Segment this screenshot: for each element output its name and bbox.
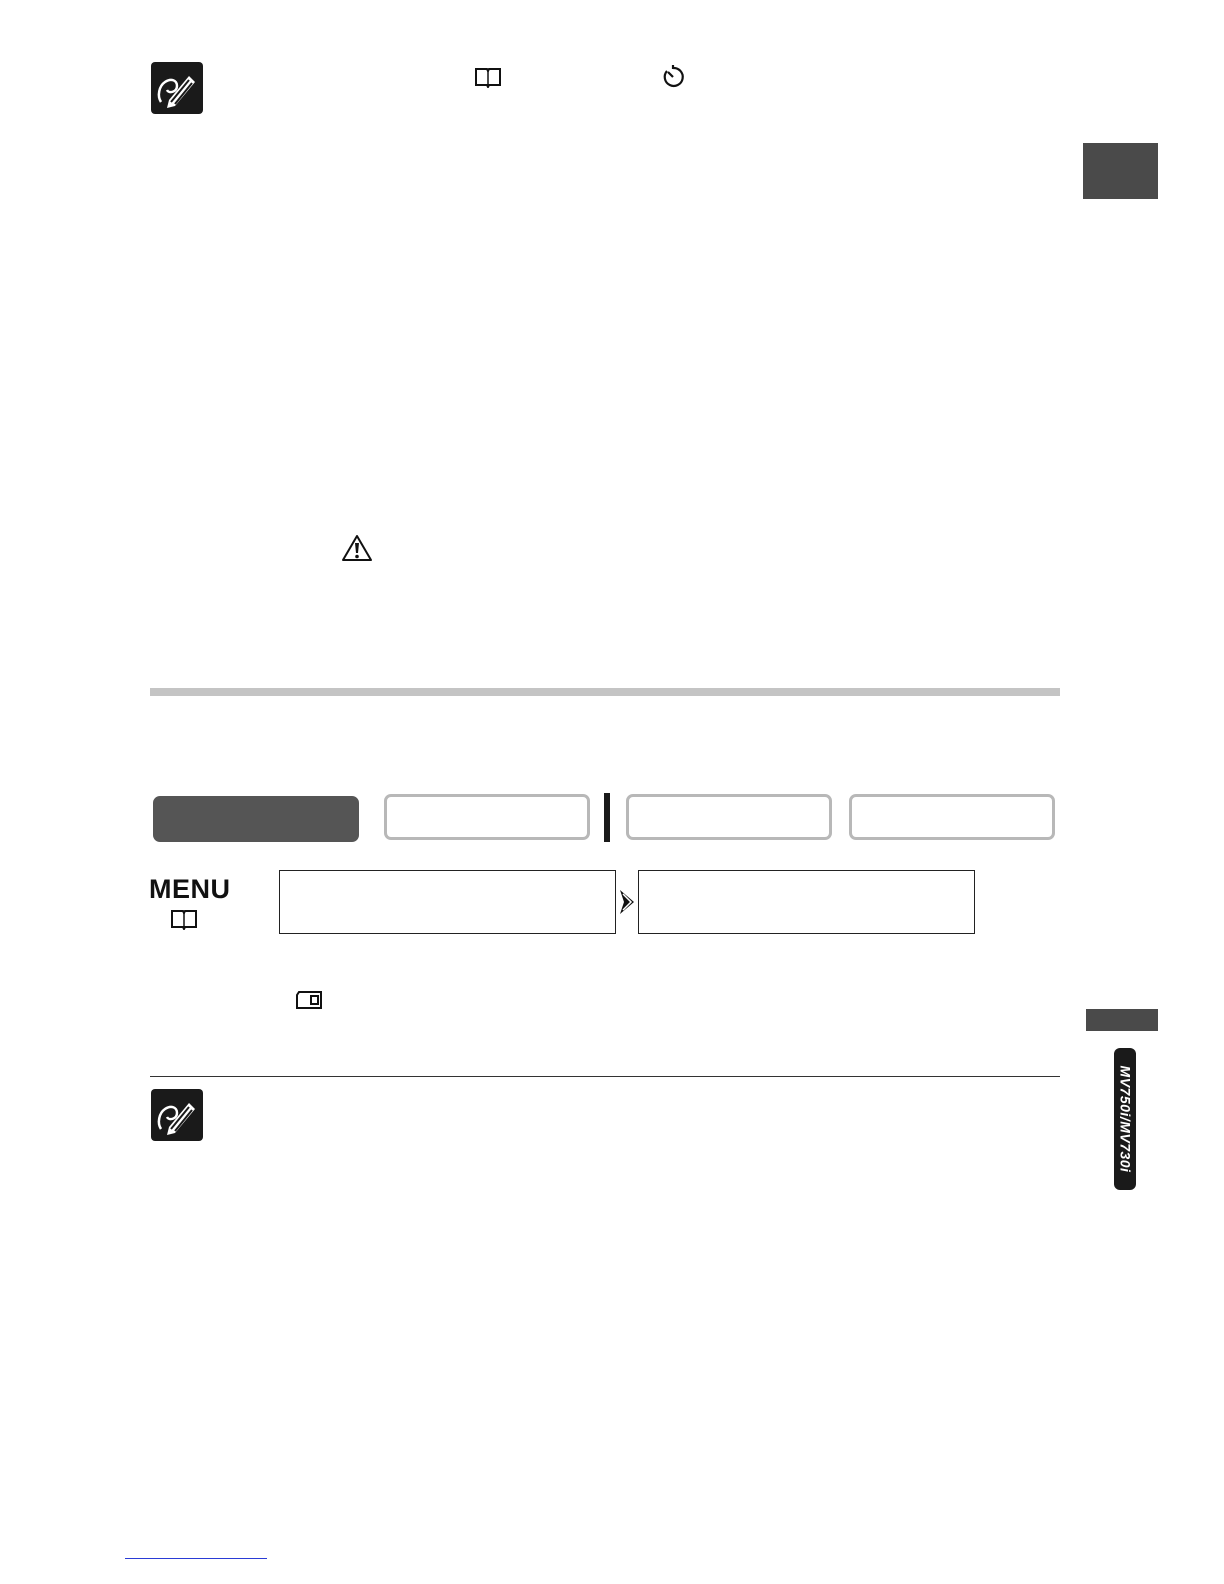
mode-button-3[interactable] bbox=[626, 794, 832, 840]
model-badge-label: MV750i/MV730i bbox=[1117, 1065, 1134, 1173]
link-underline[interactable] bbox=[125, 1558, 267, 1559]
mode-button-1[interactable] bbox=[153, 796, 359, 842]
book-reference-icon bbox=[170, 908, 198, 935]
mode-group-divider bbox=[604, 793, 610, 842]
menu-step-1-box bbox=[279, 870, 616, 934]
section-divider bbox=[150, 688, 1060, 696]
section-tab bbox=[1086, 1009, 1158, 1031]
chapter-tab bbox=[1083, 143, 1158, 199]
menu-step-2-box bbox=[638, 870, 975, 934]
mode-button-4[interactable] bbox=[849, 794, 1055, 840]
note-pencil-icon bbox=[151, 1089, 203, 1141]
menu-label: MENU bbox=[149, 874, 231, 904]
book-reference-icon bbox=[474, 66, 502, 93]
note-pencil-icon bbox=[151, 62, 203, 114]
mode-button-2[interactable] bbox=[384, 794, 590, 840]
caution-triangle-icon bbox=[341, 534, 373, 567]
arrow-right-icon bbox=[618, 889, 636, 920]
notes-divider bbox=[150, 1076, 1060, 1077]
model-badge bbox=[1114, 1048, 1136, 1190]
card-icon bbox=[295, 991, 323, 1014]
self-timer-icon bbox=[661, 63, 685, 94]
